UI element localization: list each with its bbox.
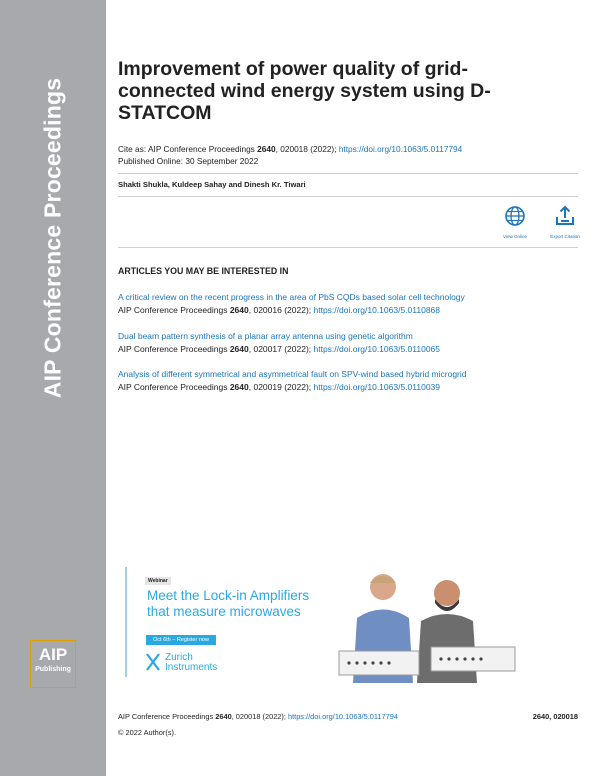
cite-prefix: Cite as: AIP Conference Proceedings — [118, 144, 258, 154]
related-article — [118, 291, 465, 317]
advertisement-banner[interactable] — [125, 563, 525, 683]
cite-doi-link[interactable]: https://doi.org/10.1063/5.0117794 — [338, 144, 463, 154]
volume-number: 2640 — [229, 382, 249, 392]
logo-main-text: AIP — [38, 645, 68, 664]
footer-page-id: 2640, 020018 — [532, 712, 578, 721]
journal-title: AIP Conference Proceedings — [39, 77, 66, 399]
ad-brand-line-2: Instruments — [165, 662, 218, 673]
footer-cite-volume: 2640 — [215, 712, 232, 721]
authors: Shakti Shukla, Kuldeep Sahay and Dinesh Kr. Tiwari — [118, 180, 306, 189]
ad-headline — [147, 588, 309, 620]
logo-sub-text: Publishing — [35, 666, 71, 673]
related-article-title-link[interactable]: Analysis of different symmetrical and asymmetrical fault on SPV-wind based hybrid microgrid — [118, 369, 467, 379]
view-online-button[interactable] — [495, 205, 535, 239]
ad-brand-line-1: Zurich — [165, 652, 193, 663]
article-details: , 020017 (2022); — [248, 344, 314, 354]
cite-volume: 2640 — [257, 144, 276, 154]
footer-cite-prefix: AIP Conference Proceedings — [118, 712, 216, 721]
published-date: Published Online: 30 September 2022 — [118, 156, 259, 166]
volume-number: 2640 — [229, 344, 249, 354]
related-article-reference — [118, 304, 465, 317]
related-article — [118, 330, 440, 356]
citation-line — [118, 144, 462, 154]
related-articles-heading: ARTICLES YOU MAY BE INTERESTED IN — [118, 266, 289, 276]
footer-citation — [118, 712, 398, 721]
sidebar — [0, 0, 106, 776]
ad-register-button[interactable]: Oct 6th – Register now — [146, 635, 216, 645]
divider — [118, 173, 578, 174]
related-article-reference — [118, 343, 440, 356]
cite-rest: , 020018 (2022); — [275, 144, 339, 154]
divider — [118, 196, 578, 197]
export-icon — [554, 205, 576, 227]
related-article — [118, 368, 467, 394]
doi-link[interactable]: https://doi.org/10.1063/5.0110868 — [313, 305, 440, 315]
view-online-label: View Online — [503, 234, 527, 239]
doi-link[interactable]: https://doi.org/10.1063/5.0110039 — [313, 382, 440, 392]
journal-name: AIP Conference Proceedings — [118, 344, 230, 354]
footer-copyright: © 2022 Author(s). — [118, 728, 177, 737]
export-citation-label: Export Citation — [550, 234, 580, 239]
journal-name: AIP Conference Proceedings — [118, 382, 230, 392]
article-details: , 020019 (2022); — [248, 382, 314, 392]
related-article-title-link[interactable]: Dual beam pattern synthesis of a planar array antenna using genetic algorithm — [118, 331, 413, 341]
globe-icon — [504, 205, 526, 227]
related-article-reference — [118, 381, 467, 394]
footer-cite-rest: , 020018 (2022); — [231, 712, 288, 721]
doi-link[interactable]: https://doi.org/10.1063/5.0110065 — [313, 344, 440, 354]
aip-publishing-logo[interactable] — [30, 640, 76, 688]
ad-headline-line-1: Meet the Lock-in Amplifiers — [147, 588, 310, 603]
divider — [118, 247, 578, 248]
zurich-x-icon — [146, 653, 160, 671]
article-details: , 020016 (2022); — [248, 305, 314, 315]
related-article-title-link[interactable]: A critical review on the recent progress in the area of PbS CQDs based solar cell technology — [118, 292, 465, 302]
journal-name: AIP Conference Proceedings — [118, 305, 230, 315]
ad-brand — [165, 653, 217, 673]
ad-photo-people-with-instruments — [335, 563, 525, 683]
export-citation-button[interactable] — [545, 205, 585, 239]
ad-headline-line-2: that measure microwaves — [147, 604, 301, 619]
footer-doi-link[interactable]: https://doi.org/10.1063/5.0117794 — [287, 712, 398, 721]
ad-accent-bar — [125, 567, 127, 677]
volume-number: 2640 — [229, 305, 249, 315]
paper-title: Improvement of power quality of grid-connected wind energy system using D-STATCOM — [118, 58, 491, 124]
ad-webinar-tag: Webinar — [145, 577, 171, 585]
